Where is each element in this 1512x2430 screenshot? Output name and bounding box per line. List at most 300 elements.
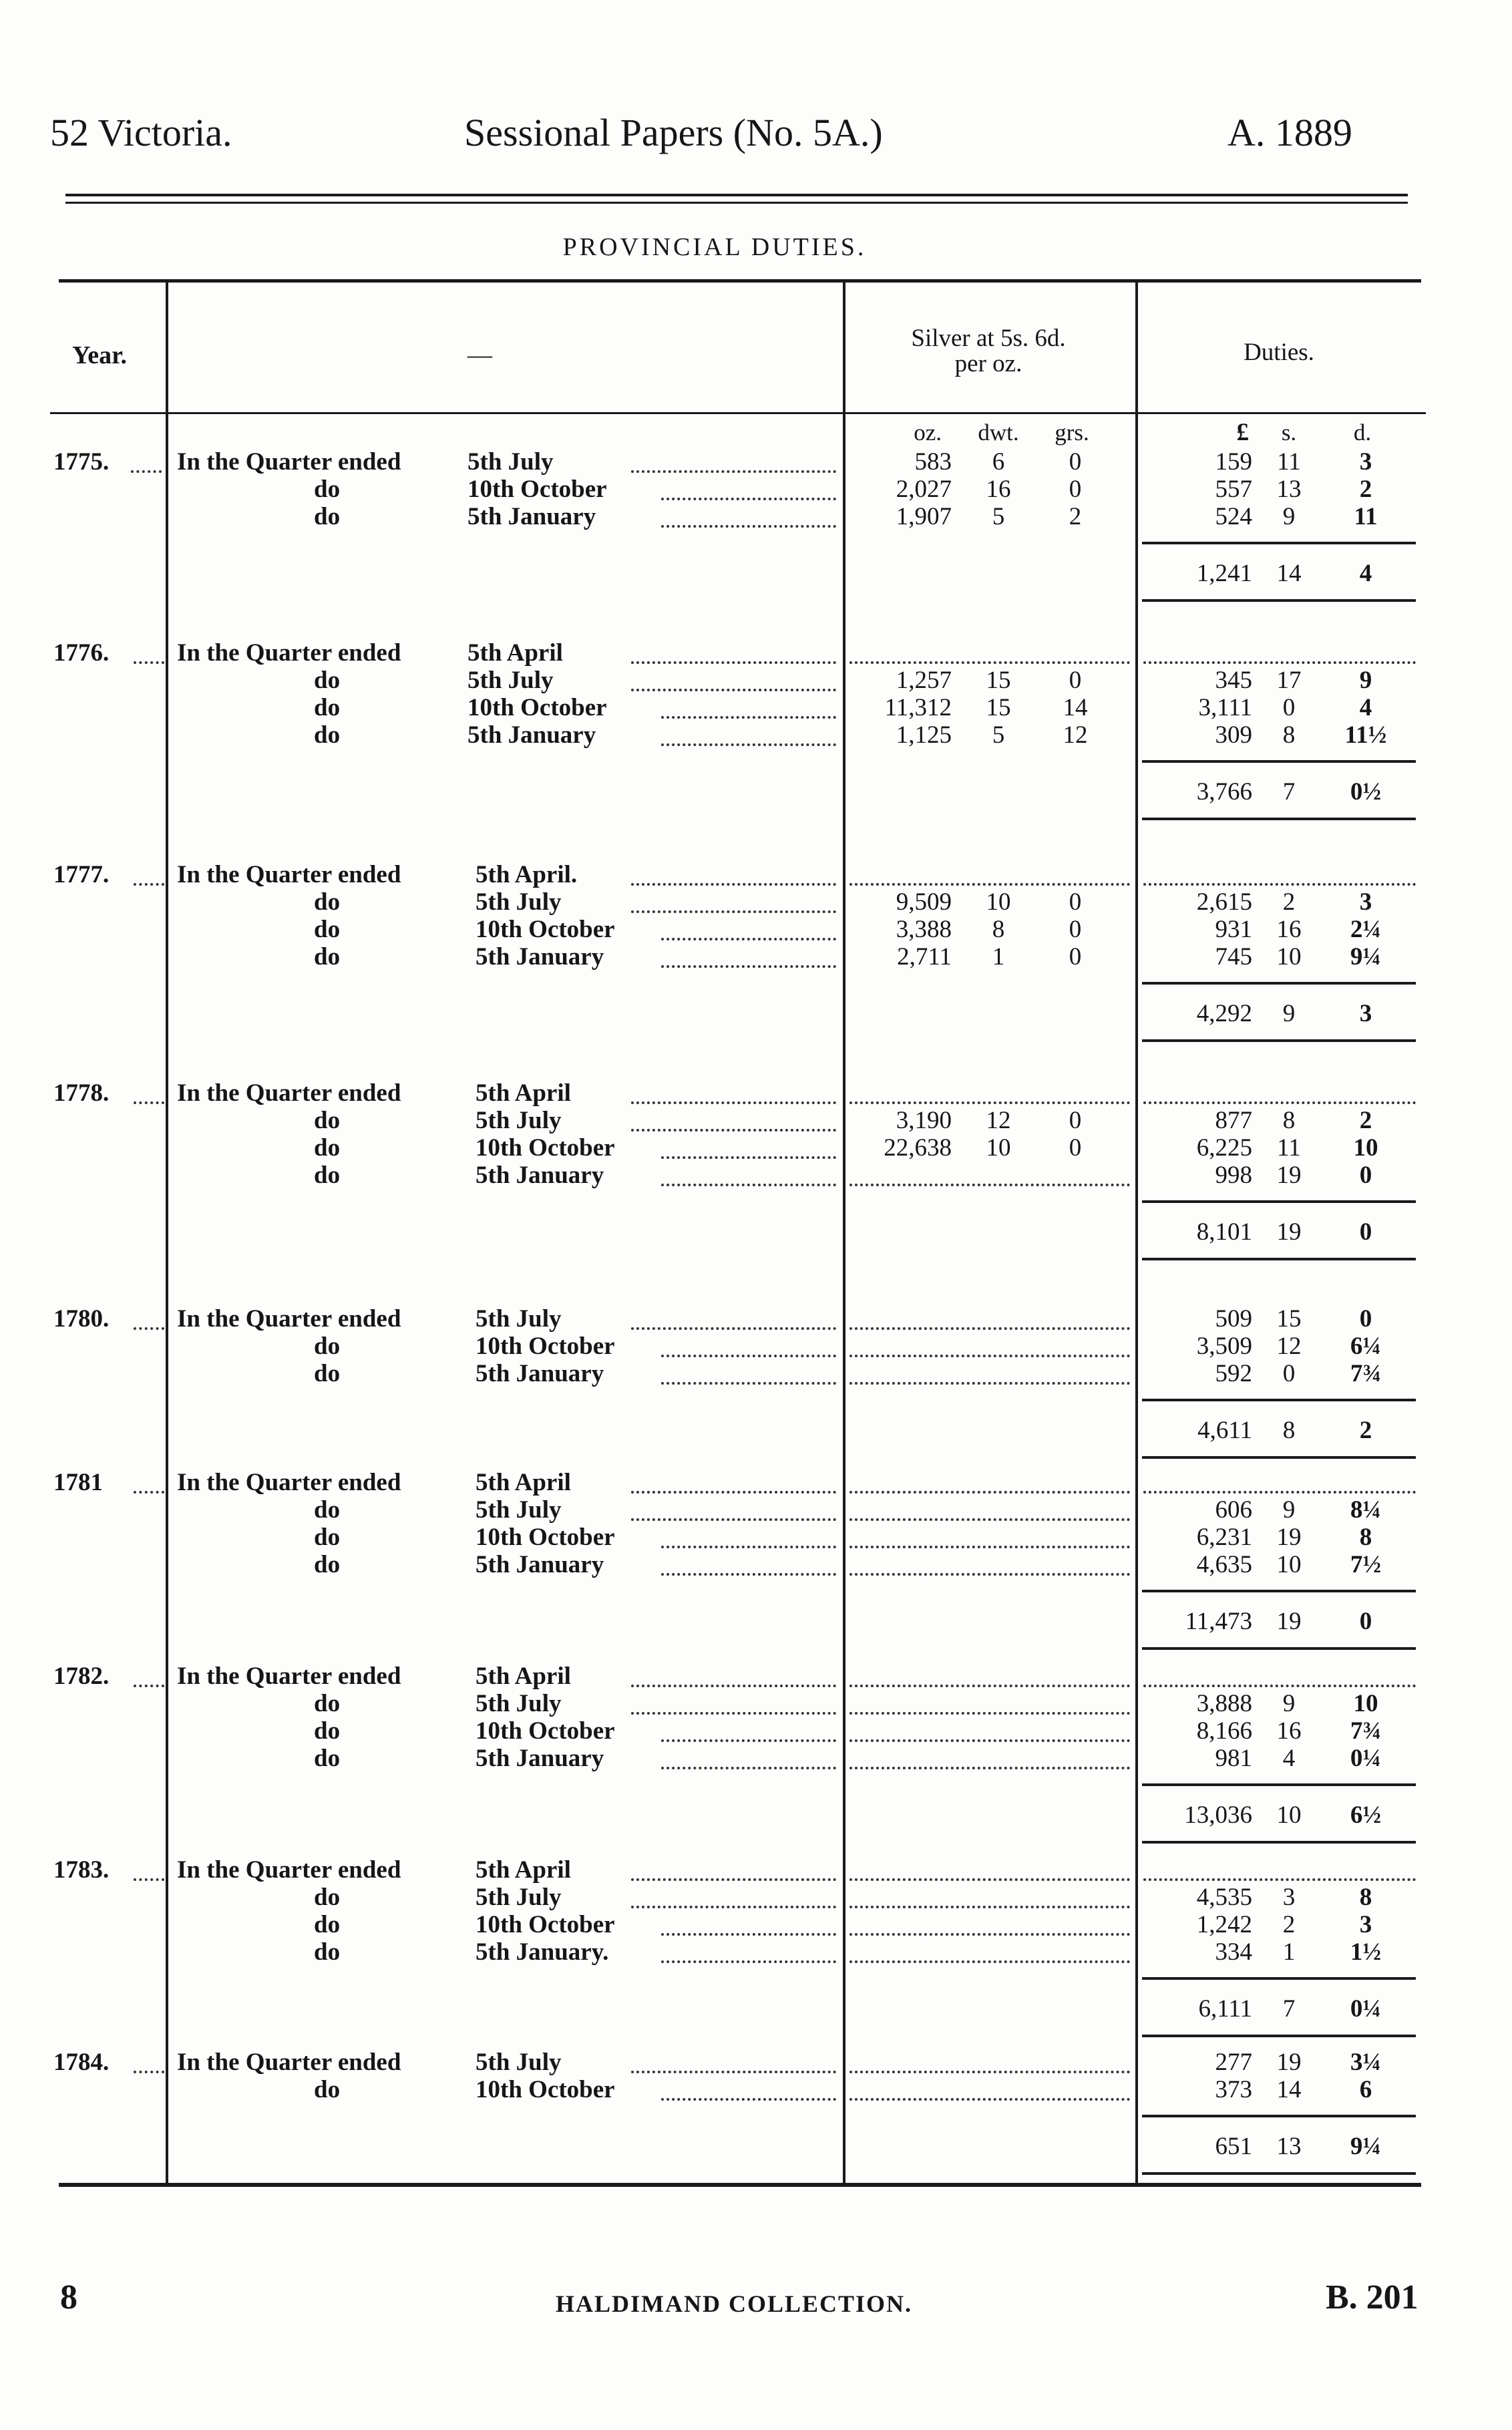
total-pounds: 8,101 xyxy=(1196,1218,1252,1246)
silver-leader-dots xyxy=(849,883,1130,886)
date-leader-dots xyxy=(631,1518,836,1521)
row-date: 5th July xyxy=(476,1690,562,1717)
row-prefix: do xyxy=(314,1938,341,1966)
row-date: 10th October xyxy=(467,694,607,721)
silver-dwt: 1 xyxy=(992,943,1005,971)
total-pounds: 4,611 xyxy=(1197,1417,1252,1444)
date-leader-dots xyxy=(661,2098,836,2101)
row-prefix: do xyxy=(314,503,341,530)
duty-pence: 11 xyxy=(1354,503,1378,530)
date-leader-dots xyxy=(631,883,836,886)
silver-leader-dots xyxy=(849,1933,1130,1936)
header-left: 52 Victoria. xyxy=(50,111,232,154)
row-prefix: do xyxy=(314,476,341,503)
row-date: 5th April xyxy=(467,639,563,667)
date-leader-dots xyxy=(661,1960,836,1963)
silver-grs: 0 xyxy=(1069,1107,1082,1134)
table-top-rule xyxy=(59,279,1421,283)
duty-shillings: 2 xyxy=(1282,1911,1296,1938)
date-leader-dots xyxy=(661,1933,836,1936)
total-pence: 3 xyxy=(1359,1000,1372,1027)
duty-pounds: 6,231 xyxy=(1196,1524,1252,1551)
duty-pence: 10 xyxy=(1353,1690,1378,1717)
row-prefix: In the Quarter ended xyxy=(177,1469,401,1496)
duty-pounds: 334 xyxy=(1215,1938,1252,1966)
duty-pounds: 8,166 xyxy=(1196,1717,1252,1745)
total-rule-bottom xyxy=(1142,1456,1416,1459)
table-bottom-rule xyxy=(59,2183,1421,2187)
duty-pence: 4 xyxy=(1359,694,1372,721)
duty-pounds: 877 xyxy=(1215,1107,1252,1134)
total-shillings: 13 xyxy=(1276,2133,1302,2160)
silver-oz: 1,257 xyxy=(896,667,952,694)
date-leader-dots xyxy=(631,1712,836,1715)
duty-pence: 6 xyxy=(1359,2076,1372,2103)
duty-shillings: 8 xyxy=(1282,721,1296,749)
duty-shillings: 10 xyxy=(1276,1551,1302,1578)
date-leader-dots xyxy=(661,938,836,940)
total-rule-top xyxy=(1142,1977,1416,1980)
duty-shillings: 13 xyxy=(1276,476,1302,503)
column-year-header: Year. xyxy=(72,341,127,369)
total-rule-bottom xyxy=(1142,1039,1416,1042)
silver-dwt: 6 xyxy=(992,448,1005,476)
silver-grs: 12 xyxy=(1063,721,1088,749)
duty-shillings: 9 xyxy=(1282,503,1296,530)
duty-shillings: 17 xyxy=(1276,667,1302,694)
total-rule-top xyxy=(1142,760,1416,763)
date-leader-dots xyxy=(661,525,836,528)
total-pence: 0½ xyxy=(1350,778,1382,806)
silver-leader-dots xyxy=(849,1712,1130,1715)
silver-leader-dots xyxy=(849,1491,1130,1494)
duty-pounds: 309 xyxy=(1215,721,1252,749)
row-prefix: do xyxy=(314,694,341,721)
duty-pounds: 4,635 xyxy=(1196,1551,1252,1578)
row-date: 10th October xyxy=(476,1333,615,1360)
row-prefix: do xyxy=(314,721,341,749)
silver-oz: 2,027 xyxy=(896,476,952,503)
row-date: 5th April xyxy=(476,1663,571,1690)
duty-pounds: 981 xyxy=(1215,1745,1252,1772)
date-leader-dots xyxy=(661,1156,836,1159)
divider-silver xyxy=(843,281,845,2184)
date-leader-dots xyxy=(631,689,836,691)
total-rule-bottom xyxy=(1142,1647,1416,1650)
duty-pence: 8 xyxy=(1359,1524,1372,1551)
row-date: 5th July xyxy=(476,1305,562,1333)
date-leader-dots xyxy=(631,1685,836,1687)
duty-pounds: 524 xyxy=(1215,503,1252,530)
column-desc-header: — xyxy=(467,341,492,369)
duty-shillings: 19 xyxy=(1276,1524,1302,1551)
footer-sheet: B. 201 xyxy=(1326,2278,1419,2316)
silver-dwt: 15 xyxy=(986,694,1011,721)
row-prefix: do xyxy=(314,943,341,971)
duty-pence: 3 xyxy=(1359,888,1372,916)
duty-shillings: 9 xyxy=(1282,1690,1296,1717)
duty-pence: 0 xyxy=(1359,1305,1372,1333)
silver-leader-dots xyxy=(849,1960,1130,1963)
divider-year xyxy=(166,281,168,2184)
row-year: 1783. xyxy=(53,1856,110,1884)
duty-pounds: 345 xyxy=(1215,667,1252,694)
row-year: 1778. xyxy=(53,1079,110,1107)
duty-shillings: 19 xyxy=(1276,1162,1302,1189)
row-prefix: In the Quarter ended xyxy=(177,2049,401,2076)
unit-grs: grs. xyxy=(1055,419,1089,446)
row-prefix: do xyxy=(314,1884,341,1911)
duty-pence: 9 xyxy=(1359,667,1372,694)
duty-pounds: 606 xyxy=(1215,1496,1252,1524)
silver-grs: 2 xyxy=(1069,503,1082,530)
duty-shillings: 0 xyxy=(1282,694,1296,721)
silver-leader-dots xyxy=(849,1382,1130,1385)
date-leader-dots xyxy=(661,716,836,719)
silver-oz: 1,125 xyxy=(896,721,952,749)
row-prefix: In the Quarter ended xyxy=(177,861,401,888)
row-prefix: do xyxy=(314,916,341,943)
duties-leader-dots xyxy=(1143,1491,1416,1494)
silver-dwt: 10 xyxy=(986,888,1011,916)
year-leader-dots xyxy=(134,1878,164,1881)
date-leader-dots xyxy=(631,1906,836,1908)
row-date: 5th July xyxy=(476,888,562,916)
duty-shillings: 16 xyxy=(1276,916,1302,943)
row-prefix: do xyxy=(314,1134,341,1162)
duty-pence: 3 xyxy=(1359,448,1372,476)
row-prefix: do xyxy=(314,1524,341,1551)
total-rule-top xyxy=(1142,1783,1416,1786)
row-prefix: In the Quarter ended xyxy=(177,1305,401,1333)
silver-grs: 14 xyxy=(1063,694,1088,721)
total-pounds: 13,036 xyxy=(1184,1801,1252,1829)
silver-leader-dots xyxy=(849,1685,1130,1687)
duty-pence: 2 xyxy=(1359,1107,1372,1134)
duty-pence: 0 xyxy=(1359,1162,1372,1189)
total-shillings: 19 xyxy=(1276,1608,1302,1635)
total-rule-top xyxy=(1142,1399,1416,1401)
total-pence: 0¼ xyxy=(1350,1995,1382,2023)
silver-oz: 2,711 xyxy=(897,943,952,971)
row-date: 5th July xyxy=(476,1107,562,1134)
total-pence: 0 xyxy=(1359,1608,1372,1635)
date-leader-dots xyxy=(661,498,836,500)
silver-dwt: 15 xyxy=(986,667,1011,694)
duty-pounds: 159 xyxy=(1215,448,1252,476)
duty-shillings: 2 xyxy=(1282,888,1296,916)
duty-shillings: 11 xyxy=(1277,448,1301,476)
duty-shillings: 12 xyxy=(1276,1333,1302,1360)
silver-leader-dots xyxy=(849,1355,1130,1357)
date-leader-dots xyxy=(631,1327,836,1330)
total-rule-top xyxy=(1142,542,1416,544)
total-pounds: 11,473 xyxy=(1185,1608,1252,1635)
date-leader-dots xyxy=(631,2071,836,2073)
row-prefix: do xyxy=(314,888,341,916)
duties-leader-dots xyxy=(1143,1878,1416,1881)
row-year: 1777. xyxy=(53,861,110,888)
silver-leader-dots xyxy=(849,1878,1130,1881)
row-date: 5th April xyxy=(476,1856,571,1884)
year-leader-dots xyxy=(131,470,162,473)
row-prefix: do xyxy=(314,1911,341,1938)
date-leader-dots xyxy=(661,1573,836,1576)
row-date: 10th October xyxy=(467,476,607,503)
page-title: PROVINCIAL DUTIES. xyxy=(562,233,867,261)
duty-pounds: 3,888 xyxy=(1196,1690,1252,1717)
duty-pence: 11½ xyxy=(1344,721,1387,749)
row-date: 5th April xyxy=(476,1469,571,1496)
row-date: 10th October xyxy=(476,1524,615,1551)
year-leader-dots xyxy=(134,1327,164,1330)
duties-leader-dots xyxy=(1143,661,1416,664)
silver-grs: 0 xyxy=(1069,1134,1082,1162)
duty-pence: 8 xyxy=(1359,1884,1372,1911)
duty-pounds: 2,615 xyxy=(1196,888,1252,916)
row-year: 1776. xyxy=(53,639,110,667)
year-leader-dots xyxy=(134,661,164,664)
silver-leader-dots xyxy=(849,1101,1130,1104)
row-date: 10th October xyxy=(476,916,615,943)
date-leader-dots xyxy=(661,1184,836,1186)
row-prefix: do xyxy=(314,1717,341,1745)
row-prefix: do xyxy=(314,1551,341,1578)
row-prefix: do xyxy=(314,1745,341,1772)
silver-oz: 11,312 xyxy=(884,694,952,721)
row-prefix: do xyxy=(314,1690,341,1717)
silver-dwt: 16 xyxy=(986,476,1011,503)
row-date: 5th April xyxy=(476,1079,571,1107)
duty-pence: 7¾ xyxy=(1350,1360,1382,1387)
column-duties-header: Duties. xyxy=(1244,339,1314,366)
unit-oz: oz. xyxy=(914,419,942,446)
row-year: 1784. xyxy=(53,2049,110,2076)
year-leader-dots xyxy=(134,1101,164,1104)
duty-pounds: 3,509 xyxy=(1196,1333,1252,1360)
total-rule-top xyxy=(1142,2115,1416,2117)
row-prefix: In the Quarter ended xyxy=(177,448,401,476)
duty-pounds: 931 xyxy=(1215,916,1252,943)
row-date: 5th January xyxy=(476,1551,604,1578)
total-pence: 4 xyxy=(1359,560,1372,587)
total-shillings: 9 xyxy=(1282,1000,1296,1027)
total-pounds: 4,292 xyxy=(1196,1000,1252,1027)
year-leader-dots xyxy=(134,1491,164,1494)
duty-pence: 0¼ xyxy=(1350,1745,1382,1772)
unit-pounds: £ xyxy=(1236,419,1249,446)
duty-shillings: 4 xyxy=(1282,1745,1296,1772)
row-date: 5th January. xyxy=(476,1938,609,1966)
row-date: 5th January xyxy=(476,1360,604,1387)
silver-grs: 0 xyxy=(1069,448,1082,476)
duty-pounds: 277 xyxy=(1215,2049,1252,2076)
duties-leader-dots xyxy=(1143,883,1416,886)
silver-oz: 3,190 xyxy=(896,1107,952,1134)
column-silver-header-2: per oz. xyxy=(954,350,1022,377)
duty-shillings: 3 xyxy=(1282,1884,1296,1911)
row-prefix: do xyxy=(314,1360,341,1387)
unit-pence: d. xyxy=(1353,419,1372,446)
unit-shillings: s. xyxy=(1281,419,1297,446)
date-leader-dots xyxy=(661,1355,836,1357)
total-rule-top xyxy=(1142,982,1416,985)
duty-pounds: 4,535 xyxy=(1196,1884,1252,1911)
total-rule-bottom xyxy=(1142,2035,1416,2037)
row-prefix: do xyxy=(314,2076,341,2103)
footer-page-number: 8 xyxy=(60,2278,77,2316)
row-prefix: In the Quarter ended xyxy=(177,1856,401,1884)
row-prefix: In the Quarter ended xyxy=(177,639,401,667)
duty-shillings: 10 xyxy=(1276,943,1302,971)
row-prefix: In the Quarter ended xyxy=(177,1079,401,1107)
silver-dwt: 8 xyxy=(992,916,1005,943)
row-date: 5th July xyxy=(476,1884,562,1911)
duty-pence: 3 xyxy=(1359,1911,1372,1938)
total-shillings: 10 xyxy=(1276,1801,1302,1829)
silver-leader-dots xyxy=(849,1739,1130,1742)
header-center: Sessional Papers (No. 5A.) xyxy=(464,111,883,154)
duty-pounds: 6,225 xyxy=(1196,1134,1252,1162)
duty-shillings: 11 xyxy=(1277,1134,1301,1162)
date-leader-dots xyxy=(661,1739,836,1742)
silver-leader-dots xyxy=(849,1327,1130,1330)
row-date: 5th January xyxy=(476,1745,604,1772)
row-prefix: do xyxy=(314,1496,341,1524)
row-prefix: do xyxy=(314,1162,341,1189)
date-leader-dots xyxy=(661,1767,836,1769)
row-year: 1782. xyxy=(53,1663,110,1690)
duty-pounds: 509 xyxy=(1215,1305,1252,1333)
silver-oz: 22,638 xyxy=(884,1134,952,1162)
silver-oz: 3,388 xyxy=(896,916,952,943)
header-rule-top xyxy=(65,194,1408,196)
footer-collection: HALDIMAND COLLECTION. xyxy=(556,2290,913,2317)
silver-leader-dots xyxy=(849,2071,1130,2073)
column-silver-header: Silver at 5s. 6d. xyxy=(911,325,1066,352)
duty-pounds: 557 xyxy=(1215,476,1252,503)
silver-leader-dots xyxy=(849,1546,1130,1548)
row-prefix: do xyxy=(314,1333,341,1360)
silver-grs: 0 xyxy=(1069,916,1082,943)
total-rule-top xyxy=(1142,1590,1416,1592)
row-year: 1780. xyxy=(53,1305,110,1333)
total-pence: 9¼ xyxy=(1350,2133,1382,2160)
header-bottom-rule xyxy=(50,412,1426,414)
date-leader-dots xyxy=(631,910,836,913)
duties-leader-dots xyxy=(1143,1685,1416,1687)
duty-pounds: 373 xyxy=(1215,2076,1252,2103)
silver-oz: 9,509 xyxy=(896,888,952,916)
total-rule-bottom xyxy=(1142,1258,1416,1260)
silver-leader-dots xyxy=(849,1767,1130,1769)
row-date: 5th July xyxy=(467,448,554,476)
total-pounds: 6,111 xyxy=(1198,1995,1252,2023)
duty-pounds: 998 xyxy=(1215,1162,1252,1189)
duties-leader-dots xyxy=(1143,1101,1416,1104)
row-date: 10th October xyxy=(476,1911,615,1938)
duty-shillings: 8 xyxy=(1282,1107,1296,1134)
duty-pence: 10 xyxy=(1353,1134,1378,1162)
year-leader-dots xyxy=(134,1685,164,1687)
silver-leader-dots xyxy=(849,661,1130,664)
silver-grs: 0 xyxy=(1069,476,1082,503)
silver-oz: 1,907 xyxy=(896,503,952,530)
duty-pounds: 745 xyxy=(1215,943,1252,971)
date-leader-dots xyxy=(661,1382,836,1385)
year-leader-dots xyxy=(134,883,164,886)
row-date: 5th July xyxy=(476,1496,562,1524)
row-year: 1775. xyxy=(53,448,110,476)
row-date: 5th January xyxy=(476,943,604,971)
date-leader-dots xyxy=(631,1878,836,1881)
date-leader-dots xyxy=(631,1491,836,1494)
duty-shillings: 16 xyxy=(1276,1717,1302,1745)
silver-dwt: 5 xyxy=(992,721,1005,749)
total-rule-bottom xyxy=(1142,2172,1416,2175)
total-rule-bottom xyxy=(1142,818,1416,820)
silver-dwt: 5 xyxy=(992,503,1005,530)
duty-pounds: 592 xyxy=(1215,1360,1252,1387)
duty-shillings: 15 xyxy=(1276,1305,1302,1333)
row-prefix: do xyxy=(314,1107,341,1134)
total-rule-bottom xyxy=(1142,1841,1416,1844)
duty-pence: 8¼ xyxy=(1350,1496,1382,1524)
total-shillings: 8 xyxy=(1282,1417,1296,1444)
duty-pence: 7¾ xyxy=(1350,1717,1382,1745)
silver-leader-dots xyxy=(849,1573,1130,1576)
total-pence: 2 xyxy=(1359,1417,1372,1444)
total-rule-bottom xyxy=(1142,599,1416,602)
silver-leader-dots xyxy=(849,2098,1130,2101)
row-date: 10th October xyxy=(476,1134,615,1162)
silver-dwt: 12 xyxy=(986,1107,1011,1134)
total-pence: 0 xyxy=(1359,1218,1372,1246)
duty-pence: 3¼ xyxy=(1350,2049,1382,2076)
silver-grs: 0 xyxy=(1069,943,1082,971)
total-shillings: 14 xyxy=(1276,560,1302,587)
total-pence: 6½ xyxy=(1350,1801,1382,1829)
silver-leader-dots xyxy=(849,1184,1130,1186)
duty-pence: 6¼ xyxy=(1350,1333,1382,1360)
row-date: 5th January xyxy=(467,721,596,749)
date-leader-dots xyxy=(631,1129,836,1132)
total-rule-top xyxy=(1142,1200,1416,1203)
date-leader-dots xyxy=(631,470,836,473)
silver-leader-dots xyxy=(849,1518,1130,1521)
total-pounds: 3,766 xyxy=(1196,778,1252,806)
duty-shillings: 14 xyxy=(1276,2076,1302,2103)
total-pounds: 1,241 xyxy=(1196,560,1252,587)
duty-pence: 9¼ xyxy=(1350,943,1382,971)
date-leader-dots xyxy=(661,743,836,746)
duty-shillings: 19 xyxy=(1276,2049,1302,2076)
year-leader-dots xyxy=(134,2071,164,2073)
total-shillings: 7 xyxy=(1282,1995,1296,2023)
total-shillings: 7 xyxy=(1282,778,1296,806)
row-date: 5th July xyxy=(467,667,554,694)
silver-dwt: 10 xyxy=(986,1134,1011,1162)
row-date: 10th October xyxy=(476,2076,615,2103)
duty-pence: 2 xyxy=(1359,476,1372,503)
row-date: 10th October xyxy=(476,1717,615,1745)
duty-shillings: 9 xyxy=(1282,1496,1296,1524)
total-shillings: 19 xyxy=(1276,1218,1302,1246)
duty-pence: 7½ xyxy=(1350,1551,1382,1578)
duty-pence: 2¼ xyxy=(1350,916,1382,943)
duty-shillings: 0 xyxy=(1282,1360,1296,1387)
date-leader-dots xyxy=(661,965,836,968)
